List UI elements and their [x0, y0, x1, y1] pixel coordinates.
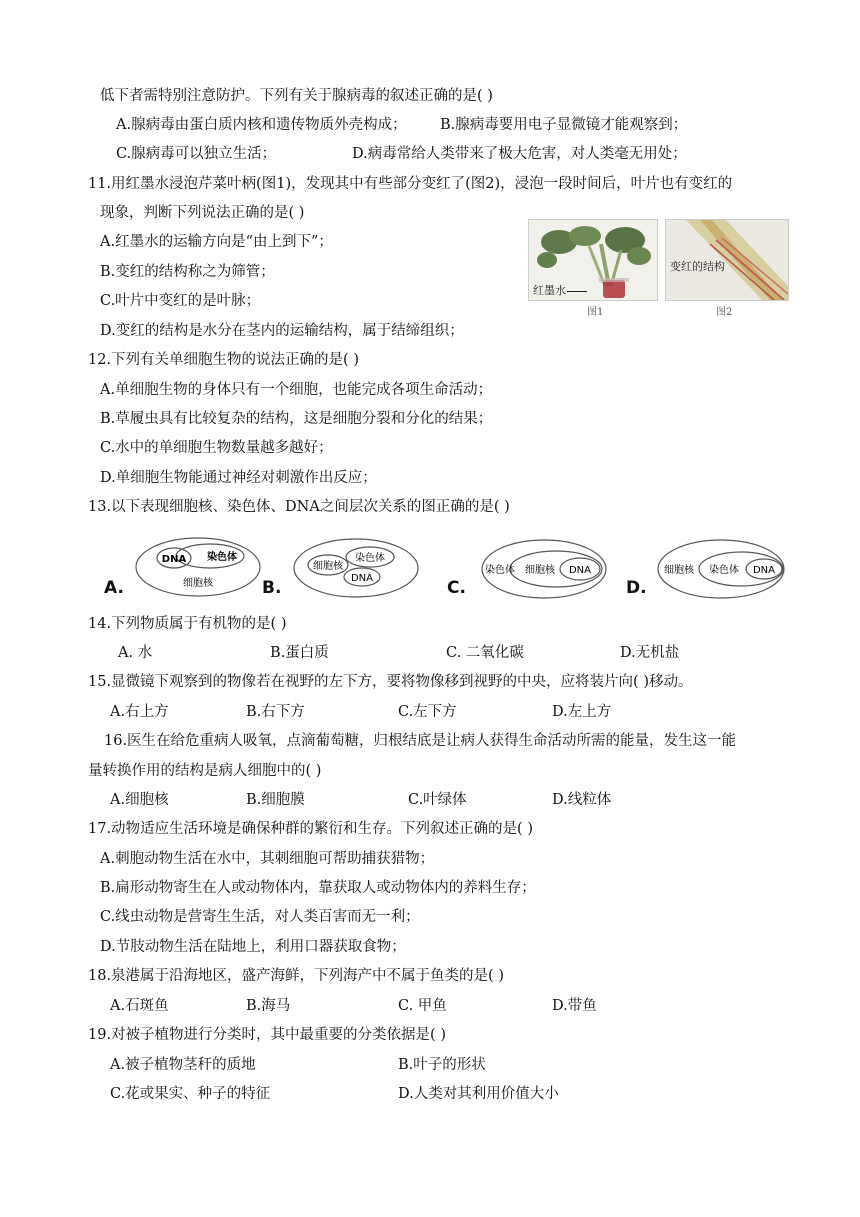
q12-option-a: A.单细胞生物的身体只有一个细胞，也能完成各项生命活动； — [100, 382, 493, 398]
diagram-b-venn — [292, 537, 420, 599]
diagram-b-letter: B. — [262, 578, 282, 598]
q18-option-c: C. 甲鱼 — [398, 998, 447, 1014]
q14-option-c: C. 二氧化碳 — [446, 645, 524, 661]
q17-option-b: B.扁形动物寄生在人或动物体内，靠获取人或动物体内的养料生存； — [100, 880, 536, 896]
diagram-b-text-1: 细胞核 — [313, 561, 343, 572]
diagram-a-text-2: 染色体 — [207, 552, 237, 563]
q19-option-d: D.人类对其利用价值大小 — [398, 1086, 559, 1102]
diagram-c-text-1: 染色体 — [485, 565, 515, 576]
q16-option-d: D.线粒体 — [552, 792, 612, 808]
q12-option-c: C.水中的单细胞生物数量越多越好； — [100, 440, 333, 456]
diagram-a-text-1: DNA — [161, 554, 187, 565]
q17-option-a: A.刺胞动物生活在水中，其刺细胞可帮助捕获猎物； — [100, 851, 435, 867]
q11-option-a: A.红墨水的运输方向是“由上到下”； — [100, 234, 333, 250]
figure-2-label: 变红的结构 — [670, 260, 725, 273]
q12-option-b: B.草履虫具有比较复杂的结构，这是细胞分裂和分化的结果； — [100, 411, 493, 427]
diagram-d-letter: D. — [626, 578, 647, 598]
q12-stem: 12.下列有关单细胞生物的说法正确的是( ) — [88, 352, 359, 368]
q14-option-b: B.蛋白质 — [270, 645, 329, 661]
figure-2-caption: 图2 — [716, 307, 733, 318]
q19-option-c: C.花或果实、种子的特征 — [110, 1086, 271, 1102]
q11-option-b: B.变红的结构称之为筛管； — [100, 264, 275, 280]
diagram-c-text-2: 细胞核 — [525, 565, 555, 576]
q10-option-a: A.腺病毒由蛋白质内核和遗传物质外壳构成； — [116, 117, 407, 133]
diagram-d-text-2: 染色体 — [709, 565, 739, 576]
figure-1-pointer-line — [567, 291, 587, 292]
q15-option-a: A.右上方 — [110, 704, 169, 720]
figure-1-caption: 图1 — [587, 307, 604, 318]
diagram-a-letter: A. — [104, 578, 124, 598]
q16-stem-line1: 16.医生在给危重病人吸氧，点滴葡萄糖，归根结底是让病人获得生命活动所需的能量，发生这一能 — [104, 733, 737, 749]
q14-option-a: A. 水 — [118, 645, 153, 661]
diagram-c-letter: C. — [447, 578, 466, 598]
q19-option-a: A.被子植物茎秆的质地 — [110, 1057, 256, 1073]
q10-option-b: B.腺病毒要用电子显微镜才能观察到； — [440, 117, 688, 133]
q18-option-b: B.海马 — [246, 998, 291, 1014]
q14-option-d: D.无机盐 — [620, 645, 680, 661]
diagram-b-text-2: 染色体 — [355, 553, 385, 564]
q15-stem: 15.显微镜下观察到的物像若在视野的左下方，要将物像移到视野的中央，应将装片向( )移动。 — [88, 674, 693, 690]
q15-option-d: D.左上方 — [552, 704, 612, 720]
q10-stem: 低下者需特别注意防护。下列有关于腺病毒的叙述正确的是( ) — [100, 88, 493, 104]
q16-option-a: A.细胞核 — [110, 792, 169, 808]
diagram-b-text-3: DNA — [350, 573, 374, 584]
diagram-d-venn — [656, 538, 786, 600]
q15-option-c: C.左下方 — [398, 704, 457, 720]
q17-option-d: D.节肢动物生活在陆地上，利用口器获取食物； — [100, 939, 406, 955]
q15-option-b: B.右下方 — [246, 704, 305, 720]
q10-option-c: C.腺病毒可以独立生活； — [116, 146, 277, 162]
q11-option-d: D.变红的结构是水分在茎内的运输结构，属于结缔组织； — [100, 323, 464, 339]
q19-option-b: B.叶子的形状 — [398, 1057, 486, 1073]
q17-option-c: C.线虫动物是营寄生生活，对人类百害而无一利； — [100, 909, 420, 925]
q11-option-c: C.叶片中变红的是叶脉； — [100, 293, 261, 309]
q13-stem: 13.以下表现细胞核、染色体、DNA之间层次关系的图正确的是( ) — [88, 499, 510, 515]
q16-stem-line2: 量转换作用的结构是病人细胞中的( ) — [88, 763, 322, 779]
diagram-d-text-1: 细胞核 — [664, 565, 694, 576]
q12-option-d: D.单细胞生物能通过神经对刺激作出反应； — [100, 470, 377, 486]
diagram-a-venn — [134, 536, 262, 598]
q18-option-d: D.带鱼 — [552, 998, 597, 1014]
q16-option-c: C.叶绿体 — [408, 792, 467, 808]
q18-stem: 18.泉港属于沿海地区，盛产海鲜，下列海产中不属于鱼类的是( ) — [88, 968, 504, 984]
q16-option-b: B.细胞膜 — [246, 792, 305, 808]
diagram-c-text-3: DNA — [568, 565, 592, 576]
diagram-d-text-3: DNA — [752, 565, 776, 576]
q11-stem-line2: 现象，判断下列说法正确的是( ) — [100, 205, 305, 221]
diagram-a-text-3: 细胞核 — [183, 578, 213, 589]
q14-stem: 14.下列物质属于有机物的是( ) — [88, 616, 287, 632]
q17-stem: 17.动物适应生活环境是确保种群的繁衍和生存。下列叙述正确的是( ) — [88, 821, 533, 837]
q18-option-a: A.石斑鱼 — [110, 998, 169, 1014]
figure-1-label: 红墨水 — [533, 284, 566, 297]
diagram-c-venn — [480, 538, 608, 600]
q11-stem-line1: 11.用红墨水浸泡芹菜叶柄(图1)，发现其中有些部分变红了(图2)，浸泡一段时间后，叶片也有变红的 — [88, 176, 733, 192]
q10-option-d: D.病毒常给人类带来了极大危害，对人类毫无用处； — [352, 146, 687, 162]
q19-stem: 19.对被子植物进行分类时，其中最重要的分类依据是( ) — [88, 1027, 446, 1043]
